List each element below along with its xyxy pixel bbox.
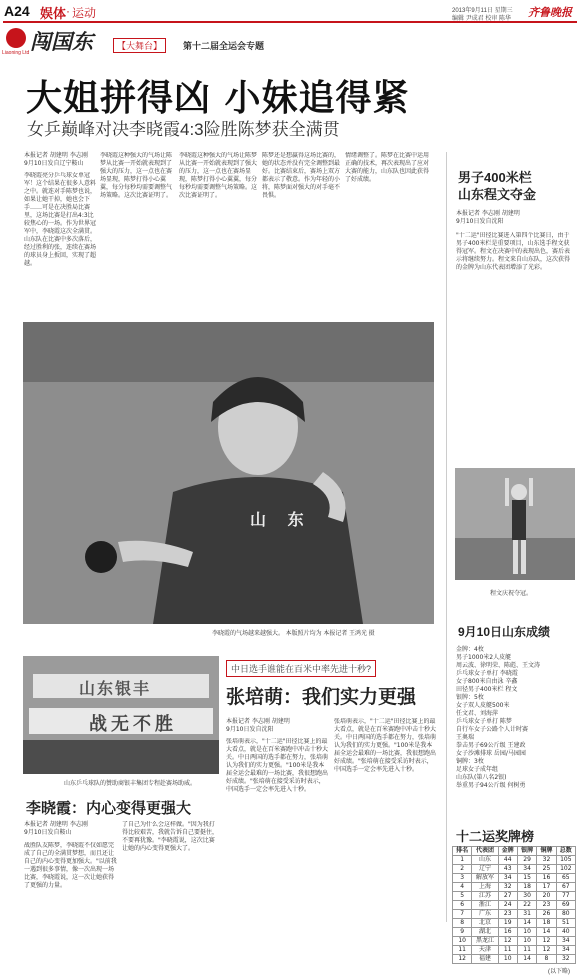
medal-cell: 44 <box>498 856 517 865</box>
runner-figure-icon <box>455 468 575 580</box>
medal-cell: 20 <box>537 892 556 901</box>
table-row <box>453 856 576 865</box>
table-row <box>453 946 576 955</box>
main-photo <box>23 322 434 624</box>
table-row <box>453 937 576 946</box>
medal-cell: 16 <box>537 874 556 883</box>
story1-body: "十二运"田径比赛进入第四个比赛日，由于男子400米栏是重要项目，山东选手程文获得冠军。程文在决赛中的表现出色，赛后表示将继续努力。程文来自山东队，这次获得的金牌为山东代表团增添了光彩。 <box>456 232 571 271</box>
runner-photo-caption: 程文庆祝夺冠。 <box>490 591 533 597</box>
headline-subtitle: 女乒巅峰对决李晓霞4:3险胜陈梦获全满贯 <box>27 120 340 139</box>
results-title: 9月10日山东成绩 <box>458 625 551 639</box>
medal-cell: 32 <box>537 856 556 865</box>
medal-cell: 解放军 <box>472 874 498 883</box>
medal-cell: 1 <box>453 856 472 865</box>
medal-table-wrap <box>452 846 576 964</box>
table-row <box>453 919 576 928</box>
medal-cell: 天津 <box>472 946 498 955</box>
result-line: 王奥瑞 <box>456 734 475 741</box>
medal-cell: 浙江 <box>472 901 498 910</box>
story1-title-line2: 山东程文夺金 <box>458 187 537 202</box>
result-line: 自行车女子公路个人计时赛 <box>456 726 529 733</box>
medal-cell: 10 <box>517 937 536 946</box>
medal-cell: 32 <box>498 883 517 892</box>
medal-cell: 7 <box>453 910 472 919</box>
medal-cell: 辽宁 <box>472 865 498 874</box>
subsection-name: 运动 <box>72 6 97 20</box>
medal-cell: 8 <box>453 919 472 928</box>
runner-photo <box>455 468 575 580</box>
medal-cell: 80 <box>556 910 575 919</box>
medal-cell: 43 <box>498 865 517 874</box>
medal-cell: 6 <box>453 901 472 910</box>
medal-cell: 山东 <box>472 856 498 865</box>
table-row <box>453 865 576 874</box>
shirt-text: 山 东 <box>250 510 312 529</box>
medal-cell: 湖北 <box>472 928 498 937</box>
medal-header-cell: 铜牌 <box>537 847 556 856</box>
result-line: 金牌：4枚 <box>456 646 484 653</box>
second-byline: 本报记者 李志刚 胡建明 9月10日发自沈阳 <box>226 718 290 733</box>
result-line: 乒乓球女子单打 李晓霞 <box>456 670 518 677</box>
special-label: 第十二届全运会专题 <box>183 41 265 51</box>
table-row <box>453 883 576 892</box>
headline-col2: 李晓霞这种强大的气场让陈梦从比赛一开始就表现到了强大的压力，这一点也在赛场显现，陈梦打得小心翼翼，每分每秒均需要调整气场策略。这次比赛证明了。 <box>179 152 258 199</box>
medal-cell: 11 <box>498 946 517 955</box>
medal-cell: 77 <box>556 892 575 901</box>
medal-cell: 9 <box>453 928 472 937</box>
stage-tag: 【大舞台】 <box>113 38 166 53</box>
second-body-col1: 张培萌表示，"十二运"田径比赛上的最大看点，就是在百米赛跑中冲击十秒大关。中日两国的选手都在努力，张培萌认为我们的实力更强。"100米是我本届全运会最难的一场比赛，我很想跑出好成绩。"张培萌在接受采访时表示，中国选手一定会率先进入十秒。 <box>226 738 329 793</box>
headline-col1b: 李晓霞这种强大的气场让陈梦从比赛一开始就表现到了强大的压力，这一点也在赛场显现，陈梦打得小心翼翼，每分每秒均需要调整气场策略。这次比赛证明了。 <box>100 152 173 199</box>
medal-cell: 67 <box>556 883 575 892</box>
medal-cell: 11 <box>517 946 536 955</box>
medal-cell: 27 <box>498 892 517 901</box>
medal-cell: 18 <box>517 883 536 892</box>
medal-cell: 福建 <box>472 955 498 964</box>
player-figure-icon <box>23 322 434 624</box>
table-row <box>453 910 576 919</box>
medal-cell: 北京 <box>472 919 498 928</box>
third-body-col2: 了自己为什么会这样做。"因为我打得比较艰苦，我就告诉自己要挺住，不要再犹豫。"李晓霞说，这次比赛让她的内心变得更强大了。 <box>122 821 219 852</box>
headline-col1: 李晓霞亮分乒乓球女单冠军！这个结果在很多人意料之中。就连对手陈梦也说，如果让她干掉，她也会下手……可是在决胜局比赛里，这场比赛是打出4:3比较焦心的一场。作为世界冠军中，李晓霞这次全满贯。山东队在比赛中多次落后，经过胜利的张，连续在赛场的球员身上扳回，实现了超越。 <box>24 172 97 267</box>
medal-table <box>452 846 576 964</box>
medal-header-cell: 排名 <box>453 847 472 856</box>
medal-cell: 22 <box>517 901 536 910</box>
result-line: 任文君、刘海萍 <box>456 710 499 717</box>
main-photo-caption: 李晓霞的气场越来越强大。 本版照片均为 本报记者 王鸿光 摄 <box>212 631 375 637</box>
medal-cell: 24 <box>498 901 517 910</box>
medal-cell: 19 <box>498 919 517 928</box>
medal-table-header <box>453 847 576 856</box>
result-line: 乒乓球女子单打 陈梦 <box>456 718 512 725</box>
medal-cell: 34 <box>517 865 536 874</box>
table-row <box>453 892 576 901</box>
section-name: 娱体 <box>40 6 67 21</box>
third-title: 李晓霞：内心变得更强大 <box>26 800 192 817</box>
medal-cell: 18 <box>537 919 556 928</box>
results-list <box>456 646 576 790</box>
result-line: 拳击男子69公斤级 王建政 <box>456 742 526 749</box>
medal-cell: 23 <box>498 910 517 919</box>
medal-cell: 5 <box>453 892 472 901</box>
date-line: 2013年9月11日 星期三 <box>452 8 513 14</box>
stage-tag-label: 大舞台 <box>126 41 154 51</box>
second-body-col2: 张培萌表示，"十二运"田径比赛上的最大看点，就是在百米赛跑中冲击十秒大关。中日两国的选手都在努力，张培萌认为我们的实力更强。"100米是我本届全运会最难的一场比赛，我很想跑出好成绩。"张培萌在接受采访时表示，中国选手一定会率先进入十秒。 <box>334 718 437 773</box>
table-row <box>453 874 576 883</box>
medal-cell: 2 <box>453 865 472 874</box>
result-line: 田径男子400米栏 程文 <box>456 686 518 693</box>
third-byline: 本报记者 胡建明 李志刚 9月10日发自鞍山 <box>24 821 88 836</box>
medal-cell: 105 <box>556 856 575 865</box>
medal-cell: 12 <box>537 946 556 955</box>
right-column-rule <box>446 152 447 922</box>
banner-sponsor: 山东银丰 <box>79 679 152 698</box>
medal-cell: 10 <box>498 955 517 964</box>
second-tagline-box <box>226 660 376 677</box>
result-line: 女子800米自由泳 辛鑫 <box>456 678 518 685</box>
headline-col4: 情绪调整了。陈梦在比赛中运用正确的技术，再次表现出了应对大赛的能力，山东队也因此获得了好成绩。 <box>345 152 430 183</box>
medal-cell: 3 <box>453 874 472 883</box>
table-row <box>453 955 576 964</box>
fans-photo <box>23 656 219 774</box>
medal-cell: 12 <box>453 955 472 964</box>
fans-photo-caption: 山东乒乓球队的赞助商银丰集团专程赴赛场助威。 <box>64 781 197 787</box>
result-line: 铜牌：3枚 <box>456 758 484 765</box>
medal-header-cell: 总数 <box>556 847 575 856</box>
medal-cell: 4 <box>453 883 472 892</box>
medal-cell: 32 <box>556 955 575 964</box>
medal-cell: 黑龙江 <box>472 937 498 946</box>
medal-cell: 26 <box>537 910 556 919</box>
paper-logo: 齐鲁晚报 <box>528 6 572 19</box>
headline-title: 大姐拼得凶 小妹追得紧 <box>26 77 410 119</box>
medal-cell: 34 <box>556 946 575 955</box>
medal-cell: 29 <box>517 856 536 865</box>
medal-cell: 17 <box>537 883 556 892</box>
medal-cell: 10 <box>517 928 536 937</box>
result-line: 女子沙滩排球 岳园/马园园 <box>456 750 526 757</box>
page-number: A24 <box>4 3 30 19</box>
medal-cell: 广东 <box>472 910 498 919</box>
medal-cell: 51 <box>556 919 575 928</box>
medal-cell: 34 <box>498 874 517 883</box>
second-tagline: 中日选手谁能在百米中率先进十秒? <box>231 664 372 674</box>
medal-cell: 16 <box>498 928 517 937</box>
story1-byline: 本报记者 李志刚 胡建明 9月10日发自沈阳 <box>456 210 520 225</box>
medal-cell: 8 <box>537 955 556 964</box>
medal-cell: 25 <box>537 865 556 874</box>
medal-header-cell: 金牌 <box>498 847 517 856</box>
medal-cell: 31 <box>517 910 536 919</box>
result-line: 银牌：5枚 <box>456 694 484 701</box>
medal-cell: 江苏 <box>472 892 498 901</box>
second-title: 张培萌：我们实力更强 <box>226 687 417 708</box>
medal-cell: 12 <box>498 937 517 946</box>
medal-cell: 69 <box>556 901 575 910</box>
medal-cell: 14 <box>537 928 556 937</box>
dot-separator: · <box>66 4 70 18</box>
third-body-col1: 战胜队友陈梦，李晓霞不仅如愿完成了自己的全满贯梦想，而且还让自己的内心变得更加强大。"以前我一遇到很多事情，像一次出现一场比赛，李晓霞说，这一次让她获得了更强的力量。 <box>24 842 117 889</box>
medal-cell: 65 <box>556 874 575 883</box>
medal-header-cell: 银牌 <box>517 847 536 856</box>
editors-line: 编辑 尹成君 校审 陈华 <box>452 16 512 22</box>
column-brand-sub: Liaoning Ltd <box>2 50 30 56</box>
banner-slogan: 战无不胜 <box>89 714 177 735</box>
medal-cell: 14 <box>517 919 536 928</box>
medal-cell: 10 <box>453 937 472 946</box>
headline-byline: 本报记者 胡建明 李志刚 9月10日发自辽宁鞍山 <box>24 152 88 167</box>
medal-cell: 14 <box>517 955 536 964</box>
result-line: 女子双人皮艇500米 <box>456 702 510 709</box>
table-row <box>453 928 576 937</box>
headline-col3: 陈梦还是想赢得这场比赛的，她的状态并没有完全调整到最好。比赛结束后，赛场上双方都表示了敬意。作为年轻的小将，陈梦面对强大的对手毫不畏惧。 <box>262 152 341 199</box>
medal-cell: 102 <box>556 865 575 874</box>
result-line: 周云波、徐明荣、陈彪、王文涛 <box>456 662 541 669</box>
medal-cell: 15 <box>517 874 536 883</box>
result-line: 山东队(第八名2银) <box>456 774 507 781</box>
medal-table-footer: (以下略) <box>548 969 570 975</box>
medal-cell: 34 <box>556 937 575 946</box>
medal-cell: 23 <box>537 901 556 910</box>
medal-cell: 上海 <box>472 883 498 892</box>
medal-header-cell: 代表团 <box>472 847 498 856</box>
medal-cell: 40 <box>556 928 575 937</box>
result-line: 足球女子成年组 <box>456 766 499 773</box>
medal-cell: 30 <box>517 892 536 901</box>
story1-title-line1: 男子400米栏 <box>458 170 532 185</box>
medal-table-title: 十二运奖牌榜 <box>456 829 535 844</box>
medal-cell: 11 <box>453 946 472 955</box>
column-brand: 闯国东 <box>30 29 93 54</box>
table-row <box>453 901 576 910</box>
result-line: 举重男子94公斤级 何树勇 <box>456 782 526 789</box>
column-logo-icon <box>6 28 26 48</box>
medal-cell: 12 <box>537 937 556 946</box>
result-line: 男子1000米2人皮艇 <box>456 654 512 661</box>
